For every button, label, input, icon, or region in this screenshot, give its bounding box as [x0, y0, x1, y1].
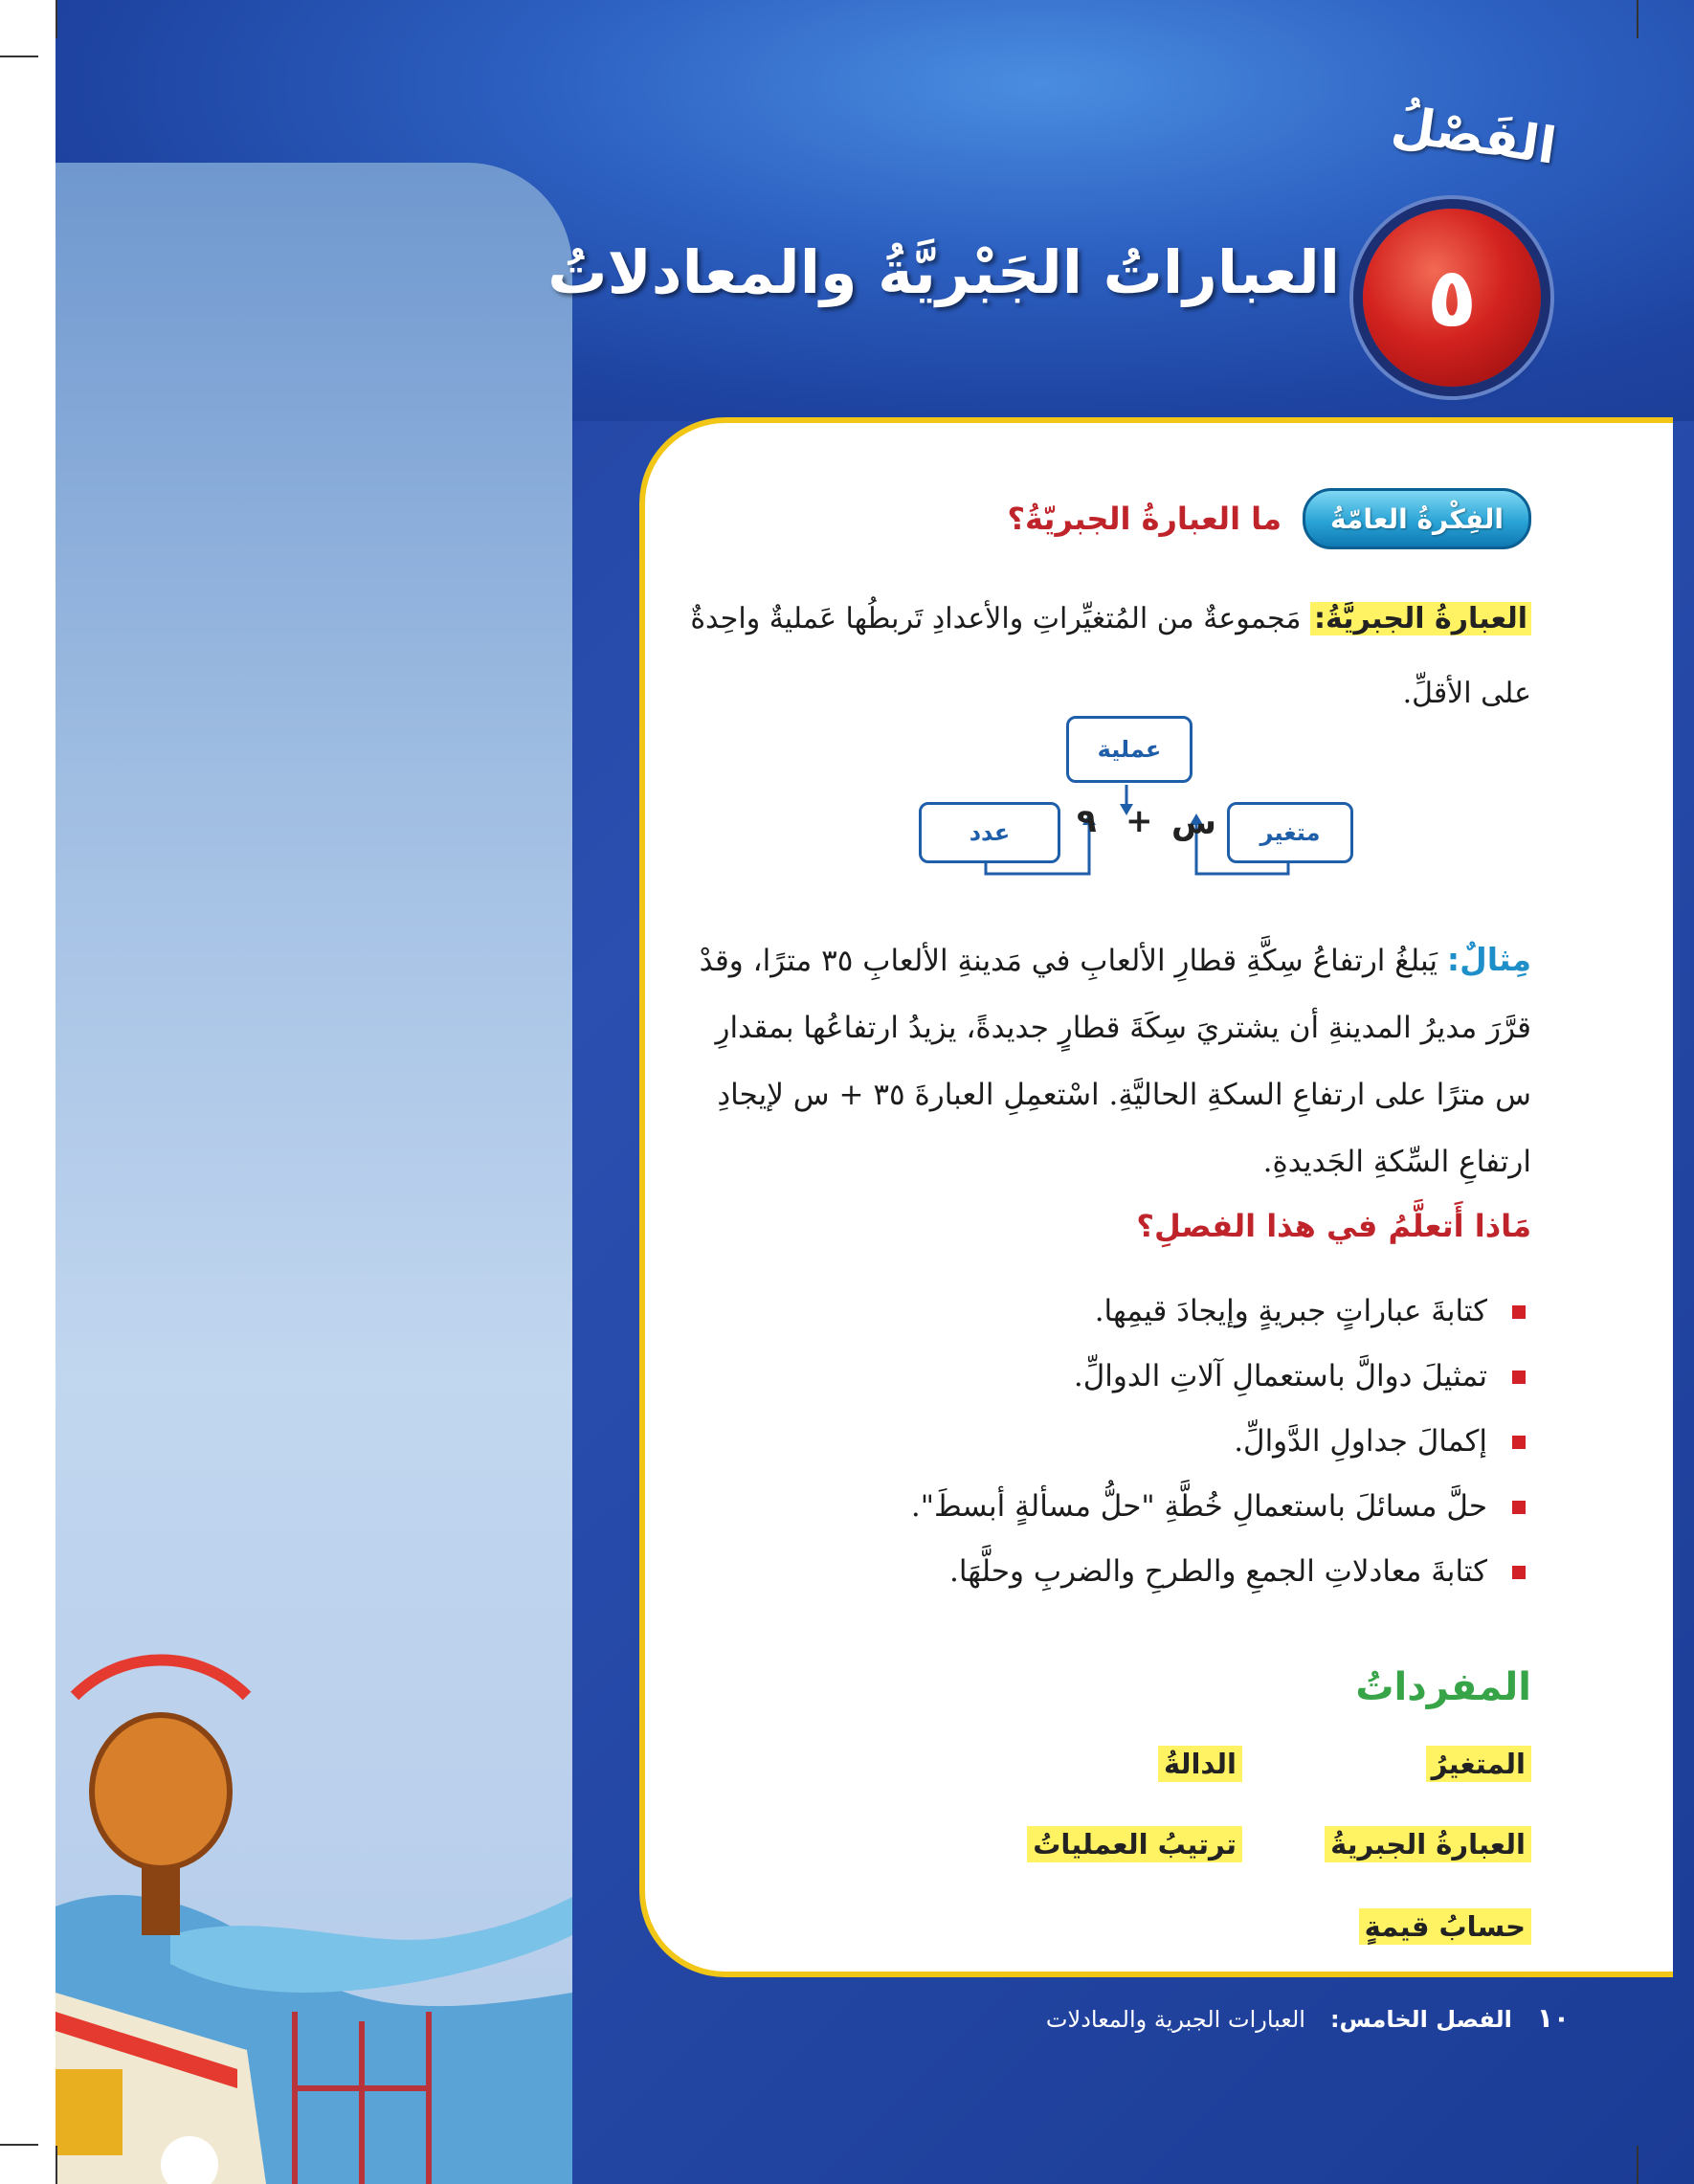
- page-footer: [919, 2002, 1570, 2034]
- learn-heading: مَاذا أَتعلَّمُ في هذا الفصلِ؟: [1136, 1208, 1531, 1244]
- vocab-term: حسابُ قيمةٍ: [1359, 1908, 1531, 1945]
- vocab-term: العبارةُ الجبريةُ: [1325, 1826, 1531, 1862]
- learn-list: [670, 1279, 1531, 1604]
- definition-text: مَجموعةٌ من المُتغيِّراتِ والأعدادِ تَربطُها عَمليةٌ واحِدةٌ على الأقلِّ.: [690, 602, 1531, 710]
- page-number: ١٠: [1536, 2002, 1570, 2034]
- big-idea-pill: الفِكْرةُ العامّةُ: [1303, 488, 1531, 549]
- bullet-square-icon: [1512, 1305, 1526, 1319]
- expression-number: ٩: [1077, 802, 1097, 840]
- number-box: عدد: [919, 802, 1060, 863]
- bullet-square-icon: [1512, 1436, 1526, 1449]
- big-idea-row: [1007, 488, 1531, 549]
- list-item: تمثيلَ دوالَّ باستعمالِ آلاتِ الدوالِّ.: [670, 1344, 1531, 1409]
- example-label: مِثالٌ:: [1446, 941, 1531, 978]
- big-idea-question: ما العبارةُ الجبريّةُ؟: [1007, 501, 1282, 537]
- definition-paragraph: [689, 582, 1531, 731]
- vocab-term: ترتيبُ العملياتُ: [1027, 1826, 1242, 1862]
- list-item: كتابةَ عباراتٍ جبريةٍ وإيجادَ قيمِها.: [670, 1279, 1531, 1344]
- vocabulary-grid: [670, 1746, 1531, 1943]
- expression-variable: س: [1171, 804, 1216, 842]
- crop-mark: [0, 56, 38, 57]
- crop-mark: [0, 2144, 38, 2146]
- crop-mark: [56, 0, 57, 38]
- amusement-park-illustration: [56, 1591, 572, 2184]
- bullet-square-icon: [1512, 1371, 1526, 1384]
- sky-photo: [56, 163, 572, 2184]
- expression-operator: +: [1126, 802, 1153, 840]
- example-paragraph: [670, 926, 1531, 1195]
- chapter-number-badge: [1363, 209, 1541, 387]
- list-item: كتابةَ معادلاتِ الجمعِ والطرحِ والضربِ وحلَّهَا.: [670, 1539, 1531, 1604]
- operation-box: عملية: [1066, 716, 1192, 783]
- variable-box: متغير: [1227, 802, 1353, 863]
- vocabulary-heading: المفرداتُ: [1355, 1665, 1531, 1709]
- footer-chapter-label: الفصل الخامس:: [1329, 2006, 1512, 2033]
- crop-mark: [1637, 2146, 1638, 2184]
- crop-mark: [1637, 0, 1638, 38]
- list-item: إكمالَ جداولِ الدَّوالِّ.: [670, 1409, 1531, 1474]
- definition-term: العبارةُ الجبريَّةُ:: [1310, 602, 1531, 635]
- expression-diagram: [919, 716, 1340, 888]
- list-item: حلَّ مسائلَ باستعمالِ خُطَّةِ "حلُّ مسألةٍ أبسطَ".: [670, 1474, 1531, 1539]
- crop-mark: [56, 2146, 57, 2184]
- vocab-term: الدالةُ: [1158, 1746, 1242, 1782]
- bullet-square-icon: [1512, 1566, 1526, 1579]
- example-text: يَبلغُ ارتفاعُ سِكَّةِ قطارِ الألعابِ في مَدينةِ الألعابِ ٣٥ مترًا، وقدْ قرَّرَ مديرُ المدينةِ أن يشتريَ سِكَةَ قطارٍ جديدةً، يزيدُ ارتفاعُها بمقدارِ س مترًا على ارتفاعِ السكةِ الحاليَّةِ. اسْتعمِلِ العبارةَ ٣٥ + س لإيجادِ ارتفاعِ السِّكةِ الجَديدةِ.: [699, 944, 1531, 1179]
- chapter-word: الفَصْلُ: [1388, 96, 1560, 176]
- chapter-title: العباراتُ الجَبْريَّةُ والمعادلاتُ: [547, 237, 1340, 307]
- bullet-square-icon: [1512, 1501, 1526, 1514]
- chapter-number: ٥: [1426, 250, 1478, 345]
- vocab-term: المتغيرُ: [1426, 1746, 1531, 1782]
- footer-chapter-title: العبارات الجبرية والمعادلات: [1045, 2006, 1305, 2033]
